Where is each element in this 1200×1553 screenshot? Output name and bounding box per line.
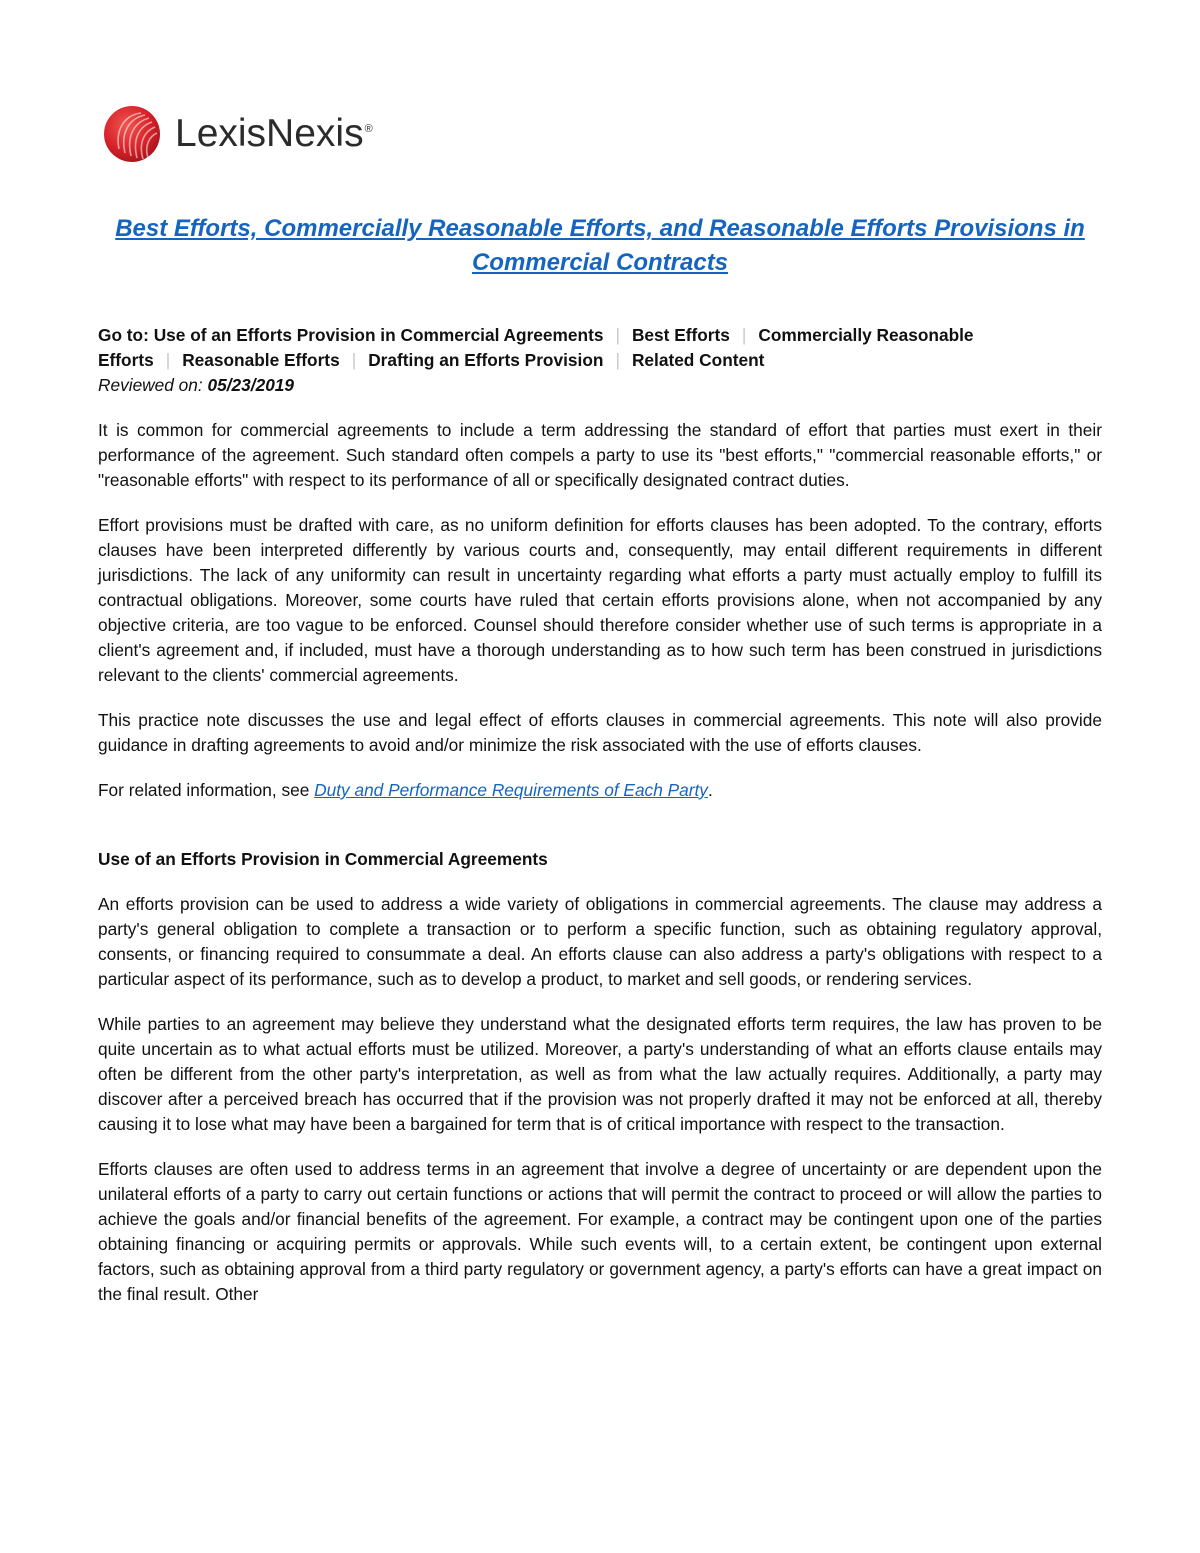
paragraph: While parties to an agreement may believe they understand what the designated efforts term requires, the law has proven to be quite uncertain as to what actual efforts must be utilized. Moreover, a party's understanding of what an efforts clause entails may often be different from the other party's interpretation, as well as from what the law actually requires. Additionally, a party may discover after a perceived breach has occurred that if the provision was not properly drafted it may not be enforced at all, thereby causing it to lose what may have been a bargained for term that is of critical importance with respect to the transaction. xyxy=(98,1014,1102,1134)
lexisnexis-logo-icon xyxy=(103,105,161,163)
paragraph: Effort provisions must be drafted with care, as no uniform definition for efforts clauses has been adopted. To the contrary, efforts clauses have been interpreted differently by various courts and, consequently, may entail different requirements in different jurisdictions. The lack of any uniformity can result in uncertainty regarding what efforts a party must actually employ to fulfill its contractual obligations. Moreover, some courts have ruled that certain efforts provisions alone, when not accompanied by any objective criteria, are too vague to be enforced. Counsel should therefore consider whether use of such terms is appropriate in a client's agreement and, if included, must have a thorough understanding as to how such term has been construed in jurisdictions relevant to the clients' commercial agreements. xyxy=(98,515,1102,685)
goto-navigation xyxy=(98,323,1102,373)
document-title[interactable]: Best Efforts, Commercially Reasonable Efforts, and Reasonable Efforts Provisions in Commercial Contracts xyxy=(115,215,1085,276)
goto-link-related-content[interactable]: Related Content xyxy=(631,350,765,370)
goto-link-commercially-reasonable[interactable]: Commercially Reasonable Efforts xyxy=(98,325,974,370)
document-body xyxy=(98,323,1102,1307)
goto-separator: | xyxy=(741,325,747,345)
lexisnexis-logo xyxy=(103,104,373,164)
goto-separator: | xyxy=(615,350,620,370)
related-info-suffix: . xyxy=(707,780,713,800)
paragraph: Efforts clauses are often used to address terms in an agreement that involve a degree of uncertainty or are dependent upon the unilateral efforts of a party to carry out certain functions or actions that will permit the contract to proceed or will allow the parties to achieve the goals and/or financial benefits of the agreement. For example, a contract may be contingent upon one of the parties obtaining financing or acquiring permits or approvals. While such events will, to a certain extent, be contingent upon external factors, such as obtaining approval from a third party regulatory or government agency, a party's efforts can have a great impact on the final result. Other xyxy=(98,1159,1102,1304)
related-info-link[interactable]: Duty and Performance Requirements of Each Party xyxy=(314,780,708,800)
reviewed-date: 05/23/2019 xyxy=(207,375,295,395)
section-heading: Use of an Efforts Provision in Commercial Agreements xyxy=(98,849,548,869)
goto-link-reasonable-efforts[interactable]: Reasonable Efforts xyxy=(182,350,340,370)
goto-separator: | xyxy=(351,350,357,370)
goto-link-best-efforts[interactable]: Best Efforts xyxy=(631,325,730,345)
goto-link-drafting[interactable]: Drafting an Efforts Provision xyxy=(368,350,604,370)
goto-separator: | xyxy=(615,325,620,345)
goto-label: Go to: xyxy=(98,325,149,345)
goto-link-use-of-efforts[interactable]: Use of an Efforts Provision in Commercial Agreements xyxy=(153,325,604,345)
registered-mark: ® xyxy=(364,122,373,135)
paragraph: It is common for commercial agreements to include a term addressing the standard of effort that parties must exert in their performance of the agreement. Such standard often compels a party to use its "best efforts," "commercial reasonable efforts," or "reasonable efforts" with respect to its performance of all or specifically designated contract duties. xyxy=(98,420,1102,490)
reviewed-label: Reviewed on: xyxy=(98,375,203,395)
related-info-prefix: For related information, see xyxy=(98,780,315,800)
brand-name: LexisNexis® xyxy=(175,111,373,155)
paragraph: This practice note discusses the use and legal effect of efforts clauses in commercial agreements. This note will also provide guidance in drafting agreements to avoid and/or minimize the risk associated with the use of efforts clauses. xyxy=(98,710,1102,755)
reviewed-on xyxy=(98,373,1102,398)
goto-separator: | xyxy=(165,350,171,370)
paragraph: An efforts provision can be used to address a wide variety of obligations in commercial agreements. The clause may address a party's general obligation to complete a transaction or to perform a specific function, such as obtaining regulatory approval, consents, or financing required to consummate a deal. An efforts clause can also address a party's obligations with respect to a particular aspect of its performance, such as to develop a product, to market and sell goods, or rendering services. xyxy=(98,894,1102,989)
related-info-paragraph xyxy=(98,778,1102,803)
